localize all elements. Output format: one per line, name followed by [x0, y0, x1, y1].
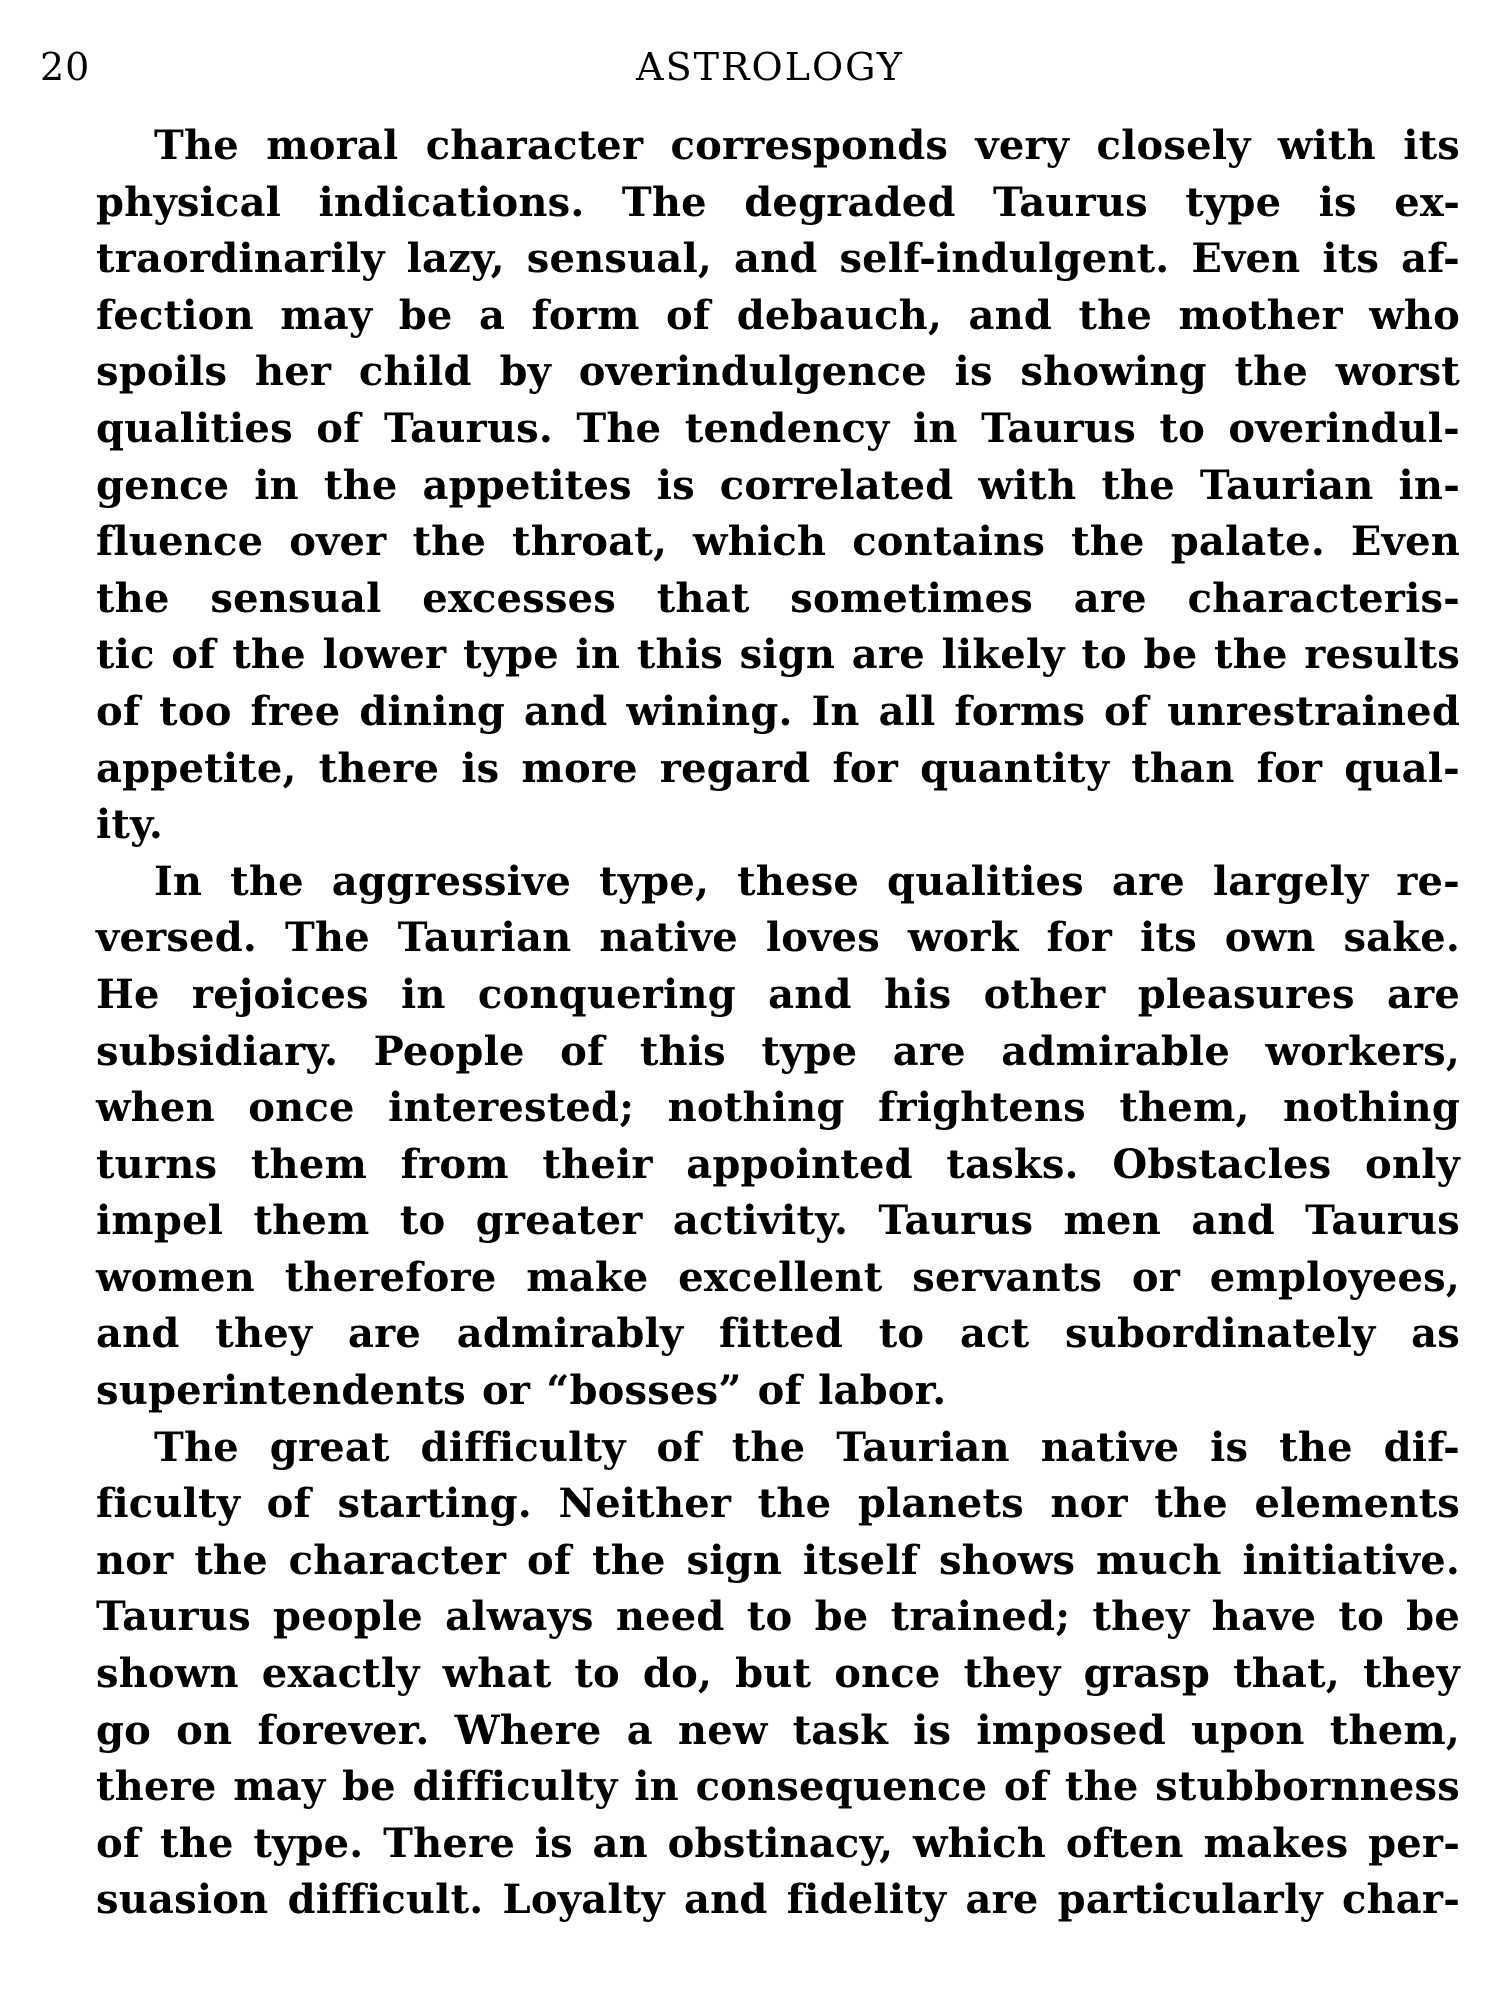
text-line: suasion difficult. Loyalty and fidelity are particularly char-: [96, 1876, 1460, 1924]
text-line: when once interested; nothing frightens them, nothing: [96, 1084, 1460, 1132]
text-line: fection may be a form of debauch, and the mother who: [96, 291, 1460, 339]
text-line: traordinarily lazy, sensual, and self-indulgent. Even its af-: [96, 235, 1460, 283]
body-text: [40, 118, 1460, 1929]
text-line: of the type. There is an obstinacy, which often makes per-: [96, 1819, 1460, 1867]
text-line: The great difficulty of the Taurian native is the dif-: [154, 1423, 1460, 1471]
paragraph-1: [40, 118, 1460, 854]
book-page: [40, 44, 1460, 1929]
text-line: Taurus people always need to be trained; they have to be: [96, 1593, 1460, 1641]
running-head: [40, 44, 1460, 104]
text-line: In the aggressive type, these qualities are largely re-: [154, 857, 1460, 905]
text-line: superintendents or “bosses” of labor.: [96, 1367, 947, 1415]
text-line: tic of the lower type in this sign are likely to be the results: [96, 631, 1460, 679]
text-line: go on forever. Where a new task is imposed upon them,: [96, 1706, 1460, 1754]
text-line: gence in the appetites is correlated with the Taurian in-: [96, 461, 1460, 509]
text-line: subsidiary. People of this type are admirable workers,: [96, 1027, 1460, 1075]
text-line: physical indications. The degraded Taurus type is ex-: [96, 178, 1460, 226]
text-line: The moral character corresponds very closely with its: [154, 122, 1460, 169]
text-line: He rejoices in conquering and his other pleasures are: [96, 970, 1460, 1018]
text-line: versed. The Taurian native loves work for its own sake.: [96, 914, 1460, 962]
text-line: shown exactly what to do, but once they grasp that, they: [96, 1650, 1460, 1698]
text-line: and they are admirably fitted to act subordinately as: [96, 1310, 1460, 1358]
text-line: of too free dining and wining. In all forms of unrestrained: [96, 687, 1460, 735]
text-line: spoils her child by overindulgence is showing the worst: [96, 348, 1460, 396]
text-line: turns them from their appointed tasks. Obstacles only: [96, 1140, 1460, 1188]
text-line: there may be difficulty in consequence of the stubbornness: [96, 1763, 1460, 1811]
running-title: ASTROLOGY: [636, 45, 904, 89]
text-line: fluence over the throat, which contains the palate. Even: [96, 518, 1460, 566]
text-line: qualities of Taurus. The tendency in Taurus to overindul-: [96, 404, 1460, 452]
text-line: appetite, there is more regard for quantity than for qual-: [96, 744, 1460, 792]
text-line: ficulty of starting. Neither the planets nor the elements: [96, 1480, 1460, 1528]
paragraph-3: [40, 1420, 1460, 1929]
text-line: women therefore make excellent servants or employees,: [96, 1253, 1460, 1301]
page-number: 20: [40, 45, 91, 89]
text-line: the sensual excesses that sometimes are characteris-: [96, 574, 1460, 622]
text-line: nor the character of the sign itself shows much initiative.: [96, 1536, 1460, 1584]
paragraph-2: [40, 854, 1460, 1420]
text-line: impel them to greater activity. Taurus men and Taurus: [96, 1197, 1460, 1245]
text-line: ity.: [96, 801, 164, 849]
